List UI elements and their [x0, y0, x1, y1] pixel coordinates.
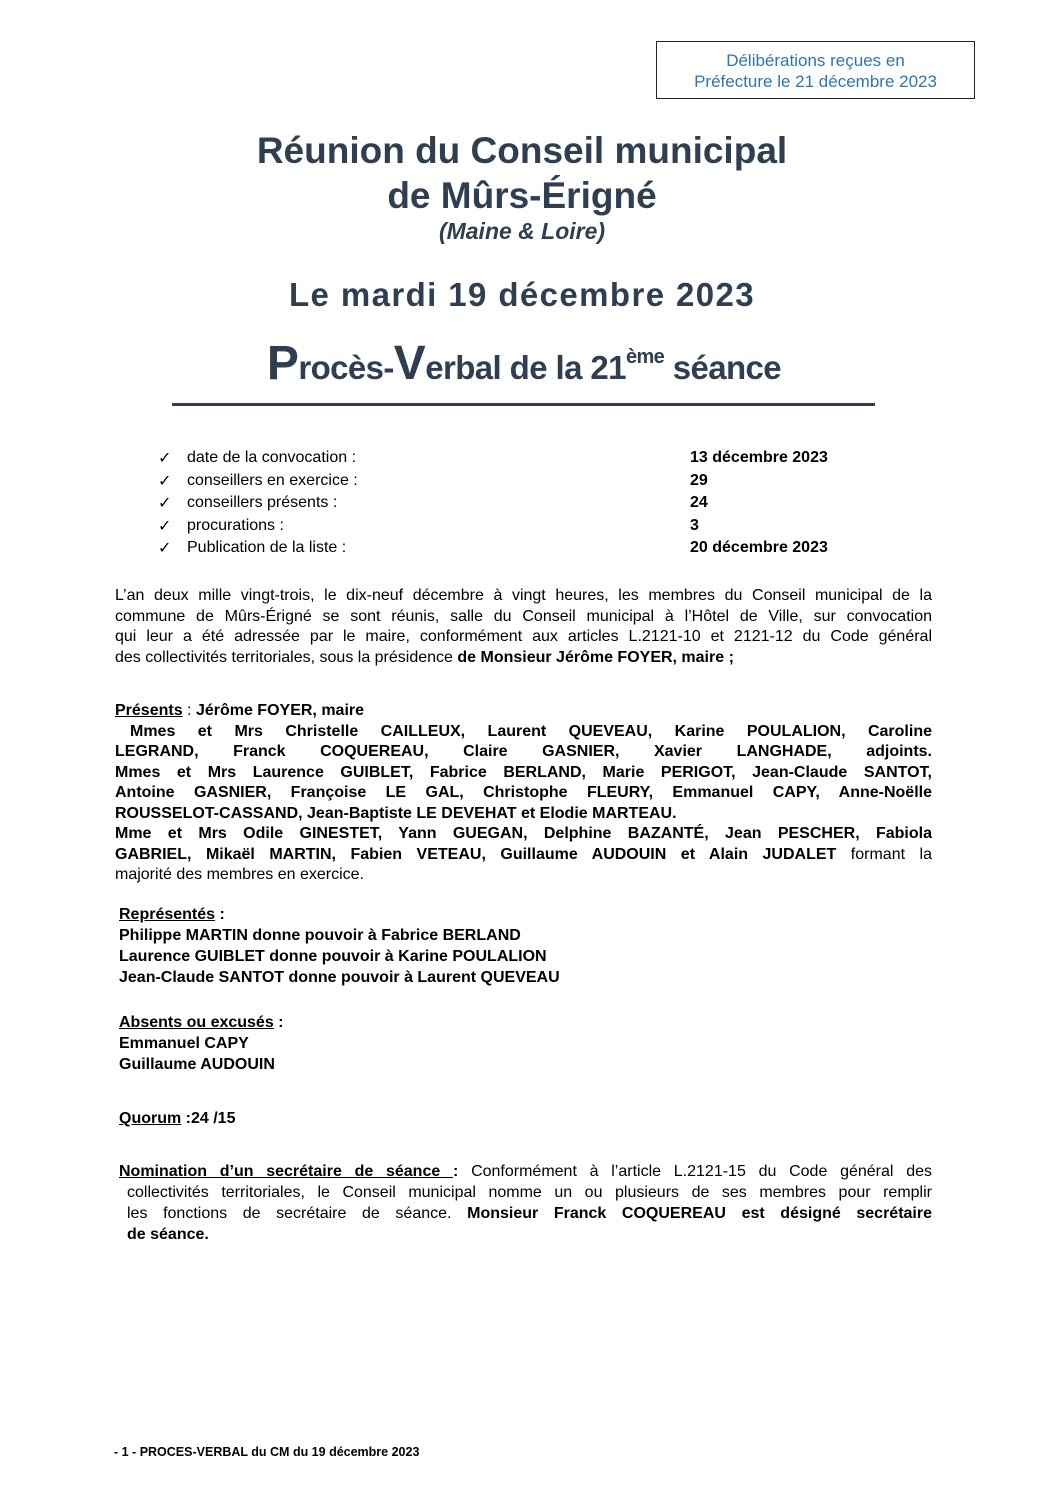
intro-line: qui leur a été adressée par le maire, conformément aux articles L.2121-10 et 2121-12 du Code général: [115, 628, 932, 645]
info-label: conseillers présents :: [187, 494, 338, 511]
presents-line: Mme et Mrs Odile GINESTET, Yann GUEGAN, Delphine BAZANTÉ, Jean PESCHER, Fabiola: [115, 825, 932, 842]
quorum-value: :24 /15: [181, 1110, 236, 1127]
pv-text-3: séance: [664, 349, 782, 386]
heading-rule: [172, 403, 875, 406]
nomination-line: [119, 1161, 932, 1182]
check-icon: ✓: [158, 517, 172, 535]
pv-text-2: erbal de la 21: [425, 349, 626, 386]
presents-line: Mmes et Mrs Laurence GUIBLET, Fabrice BERLAND, Marie PERIGOT, Jean-Claude SANTOT,: [115, 763, 932, 781]
nomination-text: Conformément à l’article L.2121-15 du Code général des: [458, 1163, 932, 1180]
represented-item: Jean-Claude SANTOT donne pouvoir à Laurent QUEVEAU: [119, 969, 560, 986]
nomination-section: [119, 1161, 932, 1245]
info-label: date de la convocation :: [187, 449, 357, 466]
meeting-date: Le mardi 19 décembre 2023: [288, 276, 756, 313]
presents-text: formant la: [836, 845, 932, 863]
presents-line: ROUSSELOT-CASSAND, Jean-Baptiste LE DEVEHAT et Elodie MARTEAU.: [115, 804, 677, 822]
info-row: [158, 516, 858, 539]
absents-item: Guillaume AUDOUIN: [119, 1056, 275, 1073]
info-row: [158, 448, 858, 471]
absents-item: Emmanuel CAPY: [119, 1035, 249, 1052]
intro-line: [115, 648, 932, 669]
intro-line: commune de Mûrs-Érigné se sont réunis, salle du Conseil municipal à l’Hôtel de Ville, sur convocation: [115, 607, 932, 625]
presents-line: majorité des membres en exercice.: [115, 866, 364, 883]
presents-mayor: Jérôme FOYER, maire: [195, 702, 365, 719]
check-icon: ✓: [158, 495, 172, 512]
stamp-line-2: Préfecture le 21 décembre 2023: [694, 72, 937, 91]
presents-section: [115, 701, 932, 886]
presents-header: [115, 701, 932, 722]
intro-paragraph: [115, 586, 932, 668]
represented-item: Philippe MARTIN donne pouvoir à Fabrice BERLAND: [119, 927, 521, 944]
info-label: Publication de la liste :: [187, 539, 347, 556]
represented-header: [119, 904, 560, 925]
presents-label: Présents: [115, 702, 183, 719]
absents-header: [119, 1012, 284, 1033]
absents-label: Absents ou excusés: [119, 1014, 274, 1031]
nomination-secretary: Monsieur Franck COQUEREAU est désigné secrétaire: [467, 1205, 933, 1222]
info-list: [158, 448, 858, 561]
nomination-line: collectivités territoriales, le Conseil municipal nomme un ou plusieurs de ses membres pour remplir: [127, 1184, 932, 1201]
proces-verbal-heading: [0, 337, 1048, 392]
nomination-label: Nomination d’un secrétaire de séance: [119, 1163, 453, 1180]
represented-suffix: :: [215, 906, 225, 923]
info-label: procurations :: [187, 516, 284, 534]
pv-initial-p: P: [266, 337, 299, 390]
represented-label: Représentés: [119, 906, 216, 923]
quorum-section: [119, 1108, 235, 1129]
intro-text: des collectivités territoriales, sous la présidence: [115, 648, 458, 666]
nomination-text: les fonctions de secrétaire de séance.: [127, 1205, 468, 1222]
check-icon: ✓: [158, 450, 172, 467]
info-value: 13 décembre 2023: [690, 449, 828, 466]
check-icon: ✓: [158, 540, 172, 557]
represented-section: [119, 904, 560, 988]
info-value: 3: [690, 516, 699, 534]
nomination-line: [119, 1203, 932, 1224]
presents-line: [115, 845, 932, 866]
intro-line: L’an deux mille vingt-trois, le dix-neuf décembre à vingt heures, les membres du Conseil municipal de la: [115, 587, 932, 604]
nomination-line: de séance.: [127, 1226, 209, 1243]
subtitle: (Maine & Loire): [438, 218, 606, 244]
info-value: 24: [690, 494, 708, 511]
presents-line: Antoine GASNIER, Françoise LE GAL, Christophe FLEURY, Emmanuel CAPY, Anne-Noëlle: [115, 784, 932, 801]
presents-line: LEGRAND, Franck COQUEREAU, Claire GASNIER, Xavier LANGHADE, adjoints.: [115, 743, 932, 760]
quorum-label: Quorum: [119, 1110, 182, 1127]
presents-line: Mmes et Mrs Christelle CAILLEUX, Laurent QUEVEAU, Karine POULALION, Caroline: [130, 722, 932, 740]
nomination-colon: :: [453, 1163, 459, 1180]
title-line-2: de Mûrs-Érigné: [387, 175, 657, 216]
presents-separator: :: [182, 702, 196, 719]
info-value: 20 décembre 2023: [690, 539, 828, 556]
prefecture-stamp: [656, 41, 975, 99]
stamp-line-1: Délibérations reçues en: [726, 51, 905, 70]
info-row: [158, 538, 858, 561]
info-label: conseillers en exercice :: [187, 471, 358, 489]
presents-names: GABRIEL, Mikaël MARTIN, Fabien VETEAU, Guillaume AUDOUIN et Alain JUDALET: [115, 845, 837, 863]
info-value: 29: [690, 471, 708, 489]
represented-item: Laurence GUIBLET donne pouvoir à Karine POULALION: [119, 948, 547, 965]
pv-text-1: rocès-: [298, 349, 394, 386]
absents-suffix: :: [273, 1014, 284, 1031]
page-footer: - 1 - PROCES-VERBAL du CM du 19 décembre 2023: [114, 1445, 420, 1459]
info-row: [158, 471, 858, 494]
pv-initial-v: V: [393, 337, 426, 390]
pv-superscript: ème: [625, 346, 665, 368]
intro-president: de Monsieur Jérôme FOYER, maire ;: [457, 648, 734, 666]
title-line-1: Réunion du Conseil municipal: [256, 130, 788, 171]
check-icon: ✓: [158, 472, 172, 490]
info-row: [158, 493, 858, 516]
absents-section: [119, 1012, 284, 1075]
